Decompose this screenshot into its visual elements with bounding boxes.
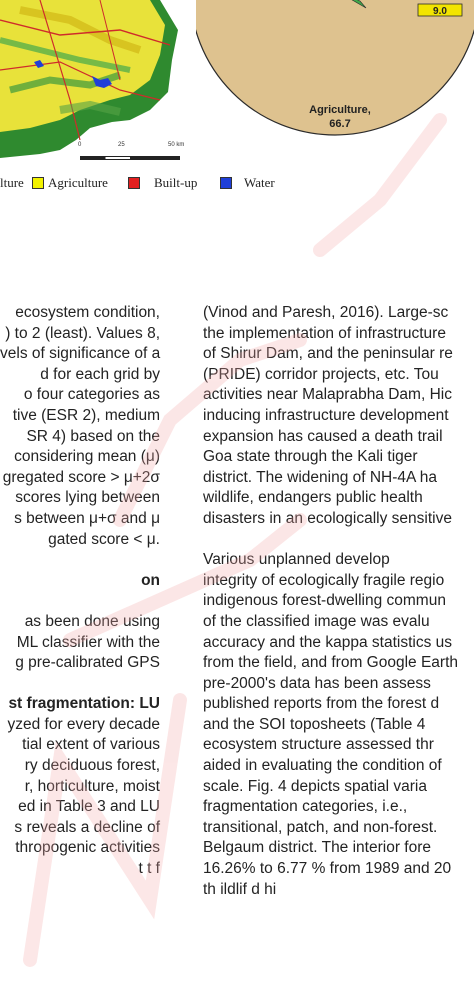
text-line: d for each grid by xyxy=(40,365,160,383)
text-line: ecosystem structure assessed thr xyxy=(203,736,434,754)
scale-bar xyxy=(78,142,190,166)
scale-tick-50: 50 km xyxy=(168,142,185,148)
legend-label-builtup: Built-up xyxy=(154,175,198,190)
text-line: disasters in an ecologically sensitive xyxy=(203,509,452,527)
text-line: accuracy and the kappa statistics us xyxy=(203,633,452,651)
text-line: from the field, and from Google Earth xyxy=(203,654,459,672)
text-line: activities near Malaprabha Dam, Hic xyxy=(203,386,452,404)
text-line xyxy=(0,591,160,612)
text-line: t t f xyxy=(138,860,160,878)
text-line: ) to 2 (least). Values 8, xyxy=(5,324,160,342)
text-line: ed in Table 3 and LU xyxy=(18,798,160,816)
pie-small-value: 9.0 xyxy=(433,6,447,17)
text-line: published reports from the forest d xyxy=(203,695,440,713)
map-legend xyxy=(0,174,300,194)
text-line: Goa state through the Kali tiger xyxy=(203,448,418,466)
land-use-map xyxy=(0,0,196,158)
left-text-column xyxy=(0,303,160,880)
text-line: o four categories as xyxy=(23,386,160,404)
land-use-pie-chart xyxy=(196,0,474,155)
text-line: ry deciduous forest, xyxy=(24,757,160,775)
text-line: (Vinod and Paresh, 2016). Large-sc xyxy=(203,304,449,321)
text-line xyxy=(203,530,474,551)
text-line: s reveals a decline of xyxy=(14,818,160,836)
text-line: expansion has caused a death trail xyxy=(203,427,443,445)
text-line: integrity of ecologically fragile regio xyxy=(203,571,445,589)
scale-tick-0: 0 xyxy=(78,142,82,148)
text-line: scale. Fig. 4 depicts spatial varia xyxy=(203,777,427,795)
text-line: SR 4) based on the xyxy=(26,427,160,445)
legend-swatch-agriculture xyxy=(32,177,44,189)
text-line: district. The widening of NH-4A ha xyxy=(203,468,438,486)
text-line: Various unplanned develop xyxy=(203,551,390,569)
text-line: of the classified image was evalu xyxy=(203,612,430,630)
text-line: Belgaum district. The interior fore xyxy=(203,839,432,857)
text-line: s between μ+σ and μ xyxy=(14,509,160,527)
text-line: the implementation of infrastructure xyxy=(203,324,446,342)
right-text-column xyxy=(203,303,474,900)
text-line: st fragmentation: LU xyxy=(8,695,160,713)
text-line: scores lying between xyxy=(15,489,160,507)
scale-tick-25: 25 xyxy=(118,142,125,148)
text-line: vels of significance of a xyxy=(0,345,161,363)
legend-swatch-water xyxy=(220,177,232,189)
pie-agri-label: Agriculture, xyxy=(309,104,371,116)
pie-graphic xyxy=(196,0,474,155)
text-line: yzed for every decade xyxy=(7,715,160,733)
pie-agri-value: 66.7 xyxy=(329,118,351,130)
text-line: indigenous forest-dwelling commun xyxy=(203,592,446,610)
text-line: of Shirur Dam, and the peninsular re xyxy=(203,345,453,363)
text-line: as been done using xyxy=(24,612,160,630)
text-line: gregated score > μ+2σ xyxy=(2,468,160,486)
land-use-map-graphic xyxy=(0,0,196,158)
text-line: aided in evaluating the condition of xyxy=(203,757,442,775)
text-line: inducing infrastructure development xyxy=(203,406,449,424)
text-line: ML classifier with the xyxy=(16,633,160,651)
text-line: tial extent of various xyxy=(22,736,160,754)
legend-label-agriculture: Agriculture xyxy=(48,175,108,190)
text-line: 16.26% to 6.77 % from 1989 and 20 xyxy=(203,860,452,878)
text-line: ecosystem condition, xyxy=(15,304,160,321)
text-line: considering mean (μ) xyxy=(14,448,160,466)
text-line: gated score < μ. xyxy=(48,530,160,548)
text-line: and the SOI toposheets (Table 4 xyxy=(203,715,426,733)
text-line: th ildlif d hi xyxy=(203,880,277,898)
text-line: tive (ESR 2), medium xyxy=(12,406,160,424)
text-line: transitional, patch, and non-forest. xyxy=(203,818,438,836)
text-line xyxy=(0,550,160,571)
text-line: r, horticulture, moist xyxy=(24,777,160,795)
text-line: on xyxy=(141,571,160,589)
text-line: pre-2000's data has been assess xyxy=(203,674,431,692)
text-line: g pre-calibrated GPS xyxy=(15,654,160,672)
legend-swatch-builtup xyxy=(128,177,140,189)
text-line: fragmentation categories, i.e., xyxy=(203,798,408,816)
text-line xyxy=(0,674,160,695)
legend-label-water: Water xyxy=(244,175,275,190)
text-line: wildlife, endangers public health xyxy=(203,489,423,507)
text-line: thropogenic activities xyxy=(15,839,160,857)
text-line: (PRIDE) corridor projects, etc. Tou xyxy=(203,365,439,383)
legend-item-forest: lture xyxy=(0,175,24,190)
